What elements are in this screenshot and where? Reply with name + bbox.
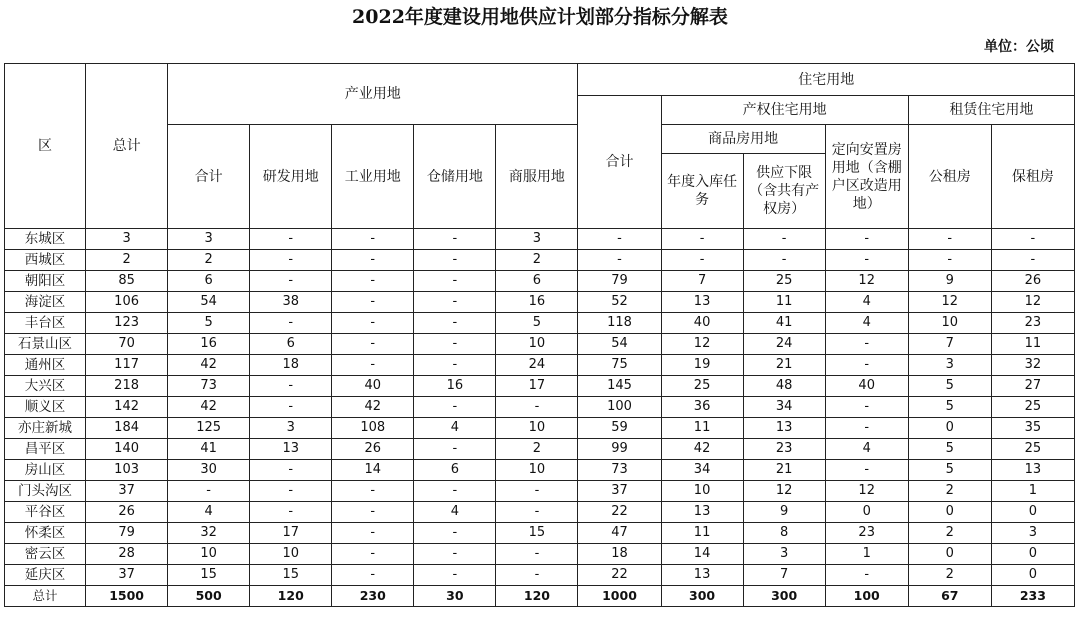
cell-supply-floor: 8 — [743, 523, 825, 544]
cell-industrial-subtotal: 42 — [168, 355, 250, 376]
cell-storage-land: - — [414, 229, 496, 250]
header-residential-subtotal: 合计 — [578, 96, 661, 229]
cell-commercial-land: 3 — [496, 229, 578, 250]
cell-relocation-housing: 23 — [825, 523, 908, 544]
cell-relocation-housing: 0 — [825, 502, 908, 523]
cell-storage-land: - — [414, 397, 496, 418]
cell-supply-floor: 7 — [743, 565, 825, 586]
cell-supply-floor: 12 — [743, 481, 825, 502]
cell-residential-subtotal: - — [578, 250, 661, 271]
cell-residential-subtotal: 75 — [578, 355, 661, 376]
header-commercial-land: 商服用地 — [496, 125, 578, 229]
cell-total: 123 — [86, 313, 168, 334]
cell-industrial-subtotal: - — [168, 481, 250, 502]
cell-district: 房山区 — [5, 460, 86, 481]
cell-district: 总计 — [5, 586, 86, 607]
cell-district: 门头沟区 — [5, 481, 86, 502]
cell-affordable-rental: 25 — [991, 397, 1074, 418]
cell-storage-land: - — [414, 565, 496, 586]
cell-relocation-housing: 100 — [825, 586, 908, 607]
cell-residential-subtotal: 59 — [578, 418, 661, 439]
cell-industrial-subtotal: 54 — [168, 292, 250, 313]
cell-storage-land: - — [414, 292, 496, 313]
cell-annual-task: 7 — [661, 271, 743, 292]
cell-affordable-rental: 23 — [991, 313, 1074, 334]
cell-supply-floor: 41 — [743, 313, 825, 334]
cell-industry-land: - — [332, 502, 414, 523]
table-row — [5, 355, 1075, 376]
cell-industry-land: 108 — [332, 418, 414, 439]
cell-district: 密云区 — [5, 544, 86, 565]
cell-annual-task: 13 — [661, 292, 743, 313]
cell-rd-land: 38 — [250, 292, 332, 313]
cell-industrial-subtotal: 2 — [168, 250, 250, 271]
cell-rd-land: - — [250, 397, 332, 418]
cell-commercial-land: 120 — [496, 586, 578, 607]
cell-relocation-housing: - — [825, 460, 908, 481]
cell-industry-land: 230 — [332, 586, 414, 607]
cell-industry-land: 26 — [332, 439, 414, 460]
cell-relocation-housing: - — [825, 250, 908, 271]
cell-industrial-subtotal: 10 — [168, 544, 250, 565]
header-supply-floor: 供应下限（含共有产权房） — [743, 154, 825, 229]
cell-supply-floor: 23 — [743, 439, 825, 460]
cell-industrial-subtotal: 6 — [168, 271, 250, 292]
cell-district: 石景山区 — [5, 334, 86, 355]
cell-total: 103 — [86, 460, 168, 481]
cell-rd-land: 10 — [250, 544, 332, 565]
cell-industry-land: - — [332, 481, 414, 502]
cell-industrial-subtotal: 3 — [168, 229, 250, 250]
cell-industrial-subtotal: 125 — [168, 418, 250, 439]
table-row — [5, 229, 1075, 250]
cell-affordable-rental: 233 — [991, 586, 1074, 607]
cell-supply-floor: 34 — [743, 397, 825, 418]
cell-district: 延庆区 — [5, 565, 86, 586]
cell-residential-subtotal: 79 — [578, 271, 661, 292]
cell-commercial-land: 2 — [496, 250, 578, 271]
cell-residential-subtotal: 145 — [578, 376, 661, 397]
cell-total: 37 — [86, 481, 168, 502]
cell-total: 3 — [86, 229, 168, 250]
table-row — [5, 523, 1075, 544]
cell-relocation-housing: - — [825, 565, 908, 586]
cell-storage-land: - — [414, 481, 496, 502]
cell-affordable-rental: 0 — [991, 544, 1074, 565]
cell-total: 117 — [86, 355, 168, 376]
cell-rd-land: 3 — [250, 418, 332, 439]
cell-rd-land: 6 — [250, 334, 332, 355]
table-body — [5, 229, 1075, 607]
cell-district: 丰台区 — [5, 313, 86, 334]
cell-storage-land: 4 — [414, 418, 496, 439]
cell-public-rental: 7 — [908, 334, 991, 355]
cell-relocation-housing: 4 — [825, 292, 908, 313]
cell-rd-land: 120 — [250, 586, 332, 607]
cell-affordable-rental: 12 — [991, 292, 1074, 313]
cell-public-rental: - — [908, 250, 991, 271]
cell-storage-land: - — [414, 523, 496, 544]
cell-affordable-rental: 0 — [991, 502, 1074, 523]
cell-rd-land: 15 — [250, 565, 332, 586]
cell-storage-land: - — [414, 544, 496, 565]
cell-district: 通州区 — [5, 355, 86, 376]
cell-relocation-housing: - — [825, 355, 908, 376]
cell-rd-land: - — [250, 313, 332, 334]
header-annual-task: 年度入库任务 — [661, 154, 743, 229]
cell-supply-floor: - — [743, 229, 825, 250]
cell-industry-land: - — [332, 229, 414, 250]
cell-industrial-subtotal: 32 — [168, 523, 250, 544]
cell-public-rental: 5 — [908, 397, 991, 418]
cell-total: 106 — [86, 292, 168, 313]
cell-commercial-land: - — [496, 502, 578, 523]
cell-rd-land: - — [250, 502, 332, 523]
cell-industrial-subtotal: 30 — [168, 460, 250, 481]
cell-public-rental: 5 — [908, 460, 991, 481]
table-row — [5, 460, 1075, 481]
cell-affordable-rental: 26 — [991, 271, 1074, 292]
cell-total: 85 — [86, 271, 168, 292]
cell-commercial-land: 5 — [496, 313, 578, 334]
cell-relocation-housing: 12 — [825, 271, 908, 292]
cell-commercial-land: 15 — [496, 523, 578, 544]
table-row — [5, 334, 1075, 355]
cell-industry-land: 40 — [332, 376, 414, 397]
cell-residential-subtotal: - — [578, 229, 661, 250]
cell-public-rental: 0 — [908, 502, 991, 523]
cell-relocation-housing: - — [825, 397, 908, 418]
header-industrial-subtotal: 合计 — [168, 125, 250, 229]
cell-district: 大兴区 — [5, 376, 86, 397]
cell-district: 怀柔区 — [5, 523, 86, 544]
cell-commercial-land: 2 — [496, 439, 578, 460]
cell-public-rental: 2 — [908, 523, 991, 544]
cell-rd-land: - — [250, 229, 332, 250]
cell-public-rental: 2 — [908, 481, 991, 502]
cell-total: 184 — [86, 418, 168, 439]
cell-total: 1500 — [86, 586, 168, 607]
cell-industrial-subtotal: 16 — [168, 334, 250, 355]
cell-supply-floor: 13 — [743, 418, 825, 439]
cell-affordable-rental: 13 — [991, 460, 1074, 481]
cell-industry-land: - — [332, 334, 414, 355]
cell-annual-task: 36 — [661, 397, 743, 418]
cell-total: 28 — [86, 544, 168, 565]
cell-commercial-land: - — [496, 397, 578, 418]
cell-supply-floor: 24 — [743, 334, 825, 355]
cell-annual-task: 42 — [661, 439, 743, 460]
cell-residential-subtotal: 22 — [578, 565, 661, 586]
header-commodity-housing: 商品房用地 — [661, 125, 825, 154]
table-row — [5, 313, 1075, 334]
cell-public-rental: 10 — [908, 313, 991, 334]
cell-commercial-land: - — [496, 565, 578, 586]
cell-industry-land: - — [332, 271, 414, 292]
cell-district: 平谷区 — [5, 502, 86, 523]
cell-annual-task: 40 — [661, 313, 743, 334]
cell-district: 西城区 — [5, 250, 86, 271]
cell-relocation-housing: 12 — [825, 481, 908, 502]
cell-affordable-rental: 0 — [991, 565, 1074, 586]
header-industrial: 产业用地 — [168, 64, 578, 125]
table-row — [5, 250, 1075, 271]
cell-total: 2 — [86, 250, 168, 271]
cell-industry-land: - — [332, 313, 414, 334]
cell-public-rental: 0 — [908, 418, 991, 439]
cell-supply-floor: 21 — [743, 355, 825, 376]
cell-commercial-land: 24 — [496, 355, 578, 376]
cell-residential-subtotal: 73 — [578, 460, 661, 481]
cell-residential-subtotal: 47 — [578, 523, 661, 544]
cell-affordable-rental: 3 — [991, 523, 1074, 544]
cell-public-rental: - — [908, 229, 991, 250]
cell-supply-floor: 3 — [743, 544, 825, 565]
table-row — [5, 418, 1075, 439]
cell-supply-floor: 25 — [743, 271, 825, 292]
cell-storage-land: - — [414, 439, 496, 460]
cell-industry-land: - — [332, 544, 414, 565]
cell-storage-land: - — [414, 271, 496, 292]
cell-residential-subtotal: 52 — [578, 292, 661, 313]
cell-relocation-housing: - — [825, 418, 908, 439]
cell-supply-floor: 9 — [743, 502, 825, 523]
cell-total: 26 — [86, 502, 168, 523]
header-property-housing: 产权住宅用地 — [661, 96, 908, 125]
cell-district: 顺义区 — [5, 397, 86, 418]
header-residential: 住宅用地 — [578, 64, 1075, 96]
cell-rd-land: - — [250, 250, 332, 271]
cell-storage-land: 4 — [414, 502, 496, 523]
cell-annual-task: 14 — [661, 544, 743, 565]
cell-rd-land: 17 — [250, 523, 332, 544]
cell-industry-land: - — [332, 565, 414, 586]
header-storage-land: 仓储用地 — [414, 125, 496, 229]
header-relocation-housing: 定向安置房用地（含棚户区改造用地） — [825, 125, 908, 229]
cell-commercial-land: 10 — [496, 418, 578, 439]
cell-public-rental: 5 — [908, 439, 991, 460]
cell-relocation-housing: 40 — [825, 376, 908, 397]
table-row — [5, 502, 1075, 523]
cell-industrial-subtotal: 4 — [168, 502, 250, 523]
cell-total: 142 — [86, 397, 168, 418]
cell-annual-task: - — [661, 229, 743, 250]
header-public-rental: 公租房 — [908, 125, 991, 229]
cell-public-rental: 3 — [908, 355, 991, 376]
table-row — [5, 439, 1075, 460]
cell-storage-land: 6 — [414, 460, 496, 481]
cell-affordable-rental: 1 — [991, 481, 1074, 502]
cell-rd-land: 18 — [250, 355, 332, 376]
cell-rd-land: - — [250, 376, 332, 397]
header-rd-land: 研发用地 — [250, 125, 332, 229]
cell-relocation-housing: 4 — [825, 439, 908, 460]
land-supply-table — [4, 63, 1075, 607]
cell-public-rental: 0 — [908, 544, 991, 565]
cell-annual-task: 11 — [661, 523, 743, 544]
cell-supply-floor: 300 — [743, 586, 825, 607]
header-industry-land: 工业用地 — [332, 125, 414, 229]
cell-industry-land: 42 — [332, 397, 414, 418]
cell-annual-task: 13 — [661, 565, 743, 586]
cell-residential-subtotal: 37 — [578, 481, 661, 502]
cell-total: 218 — [86, 376, 168, 397]
cell-annual-task: - — [661, 250, 743, 271]
cell-district: 昌平区 — [5, 439, 86, 460]
cell-affordable-rental: 11 — [991, 334, 1074, 355]
cell-annual-task: 11 — [661, 418, 743, 439]
cell-relocation-housing: 4 — [825, 313, 908, 334]
cell-residential-subtotal: 118 — [578, 313, 661, 334]
table-row — [5, 397, 1075, 418]
cell-total: 79 — [86, 523, 168, 544]
header-district: 区 — [5, 64, 86, 229]
document-title: 2022年度建设用地供应计划部分指标分解表 — [352, 6, 728, 28]
cell-public-rental: 12 — [908, 292, 991, 313]
header-total: 总计 — [86, 64, 168, 229]
cell-public-rental: 5 — [908, 376, 991, 397]
cell-annual-task: 300 — [661, 586, 743, 607]
cell-supply-floor: 21 — [743, 460, 825, 481]
cell-storage-land: - — [414, 355, 496, 376]
cell-annual-task: 34 — [661, 460, 743, 481]
cell-supply-floor: - — [743, 250, 825, 271]
cell-affordable-rental: 32 — [991, 355, 1074, 376]
cell-industry-land: 14 — [332, 460, 414, 481]
cell-residential-subtotal: 54 — [578, 334, 661, 355]
cell-affordable-rental: - — [991, 229, 1074, 250]
table-header — [5, 64, 1075, 229]
cell-residential-subtotal: 1000 — [578, 586, 661, 607]
cell-industrial-subtotal: 73 — [168, 376, 250, 397]
cell-affordable-rental: 25 — [991, 439, 1074, 460]
cell-affordable-rental: - — [991, 250, 1074, 271]
table-row — [5, 565, 1075, 586]
cell-rd-land: - — [250, 481, 332, 502]
cell-commercial-land: - — [496, 544, 578, 565]
cell-storage-land: - — [414, 334, 496, 355]
cell-industrial-subtotal: 5 — [168, 313, 250, 334]
cell-relocation-housing: - — [825, 229, 908, 250]
cell-supply-floor: 48 — [743, 376, 825, 397]
table-row — [5, 271, 1075, 292]
cell-residential-subtotal: 99 — [578, 439, 661, 460]
cell-industry-land: - — [332, 250, 414, 271]
cell-annual-task: 12 — [661, 334, 743, 355]
cell-storage-land: - — [414, 250, 496, 271]
cell-commercial-land: 10 — [496, 334, 578, 355]
cell-district: 海淀区 — [5, 292, 86, 313]
unit-label: 单位：公顷 — [984, 39, 1054, 55]
cell-industry-land: - — [332, 355, 414, 376]
cell-district: 亦庄新城 — [5, 418, 86, 439]
cell-industrial-subtotal: 500 — [168, 586, 250, 607]
cell-relocation-housing: - — [825, 334, 908, 355]
cell-public-rental: 67 — [908, 586, 991, 607]
cell-industrial-subtotal: 41 — [168, 439, 250, 460]
cell-storage-land: 30 — [414, 586, 496, 607]
cell-residential-subtotal: 18 — [578, 544, 661, 565]
cell-residential-subtotal: 100 — [578, 397, 661, 418]
cell-industry-land: - — [332, 292, 414, 313]
cell-total: 140 — [86, 439, 168, 460]
cell-commercial-land: 16 — [496, 292, 578, 313]
cell-rd-land: 13 — [250, 439, 332, 460]
header-rental-housing: 租赁住宅用地 — [908, 96, 1074, 125]
cell-commercial-land: 17 — [496, 376, 578, 397]
cell-district: 东城区 — [5, 229, 86, 250]
cell-public-rental: 2 — [908, 565, 991, 586]
table-row — [5, 376, 1075, 397]
cell-relocation-housing: 1 — [825, 544, 908, 565]
cell-rd-land: - — [250, 271, 332, 292]
cell-commercial-land: 10 — [496, 460, 578, 481]
cell-storage-land: - — [414, 313, 496, 334]
cell-total: 37 — [86, 565, 168, 586]
cell-affordable-rental: 35 — [991, 418, 1074, 439]
total-row — [5, 586, 1075, 607]
cell-industry-land: - — [332, 523, 414, 544]
cell-commercial-land: 6 — [496, 271, 578, 292]
cell-annual-task: 13 — [661, 502, 743, 523]
cell-annual-task: 10 — [661, 481, 743, 502]
cell-public-rental: 9 — [908, 271, 991, 292]
cell-district: 朝阳区 — [5, 271, 86, 292]
cell-residential-subtotal: 22 — [578, 502, 661, 523]
header-affordable-rental: 保租房 — [991, 125, 1074, 229]
cell-rd-land: - — [250, 460, 332, 481]
cell-annual-task: 25 — [661, 376, 743, 397]
cell-industrial-subtotal: 15 — [168, 565, 250, 586]
cell-storage-land: 16 — [414, 376, 496, 397]
cell-supply-floor: 11 — [743, 292, 825, 313]
cell-affordable-rental: 27 — [991, 376, 1074, 397]
table-row — [5, 544, 1075, 565]
cell-commercial-land: - — [496, 481, 578, 502]
cell-industrial-subtotal: 42 — [168, 397, 250, 418]
table-row — [5, 481, 1075, 502]
cell-annual-task: 19 — [661, 355, 743, 376]
cell-total: 70 — [86, 334, 168, 355]
table-row — [5, 292, 1075, 313]
